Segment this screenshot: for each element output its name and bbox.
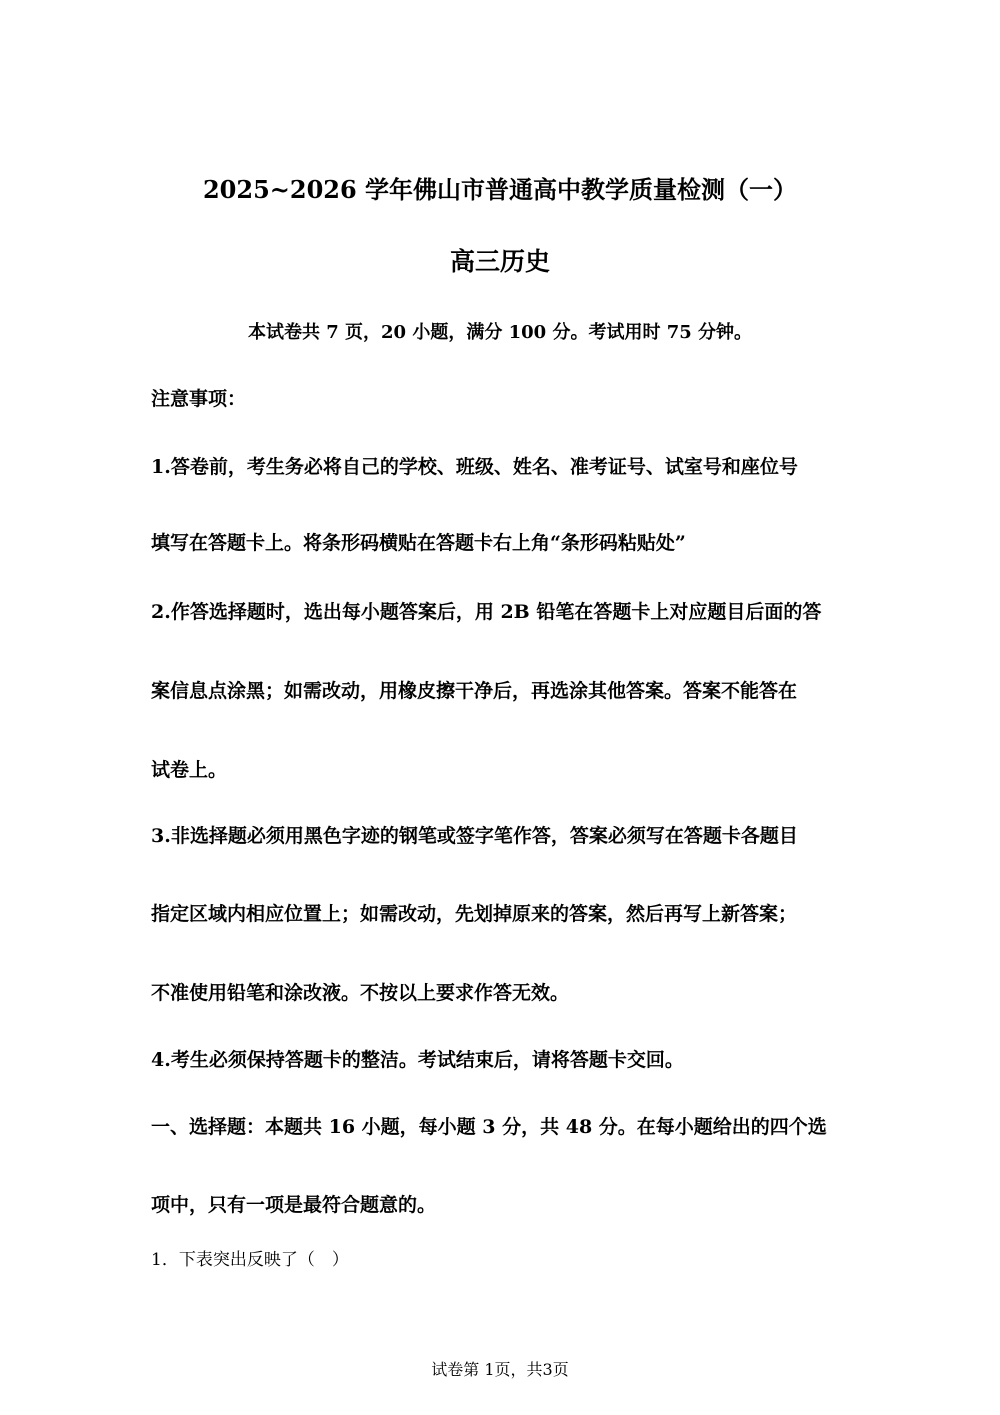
section-heading-line: 一、选择题：本题共 16 小题，每小题 3 分，共 48 分。在每小题给出的四个选 [151,1116,827,1138]
notes-heading: 注意事项： [151,388,247,410]
exam-subject: 高三历史 [449,247,550,276]
note-line: 2.作答选择题时，选出每小题答案后，用 2B 铅笔在答题卡上对应题目后面的答 [151,601,822,623]
note-line: 不准使用铅笔和涂改液。不按以上要求作答无效。 [151,982,570,1004]
note-line: 3.非选择题必须用黑色字迹的钢笔或签字笔作答，答案必须写在答题卡各题目 [151,825,798,847]
note-line: 试卷上。 [151,759,228,781]
note-line: 案信息点涂黑；如需改动，用橡皮擦干净后，再选涂其他答案。答案不能答在 [151,680,798,702]
exam-title: 2025~2026 学年佛山市普通高中教学质量检测（一） [202,175,798,204]
exam-intro: 本试卷共 7 页，20 小题，满分 100 分。考试用时 75 分钟。 [247,322,753,343]
page-footer: 试卷第 1页，共3页 [431,1360,569,1379]
question-1-stem: 1．下表突出反映了（ ） [151,1250,349,1270]
note-line: 填写在答题卡上。将条形码横贴在答题卡右上角“条形码粘贴处” [151,532,686,554]
section-heading-line: 项中，只有一项是最符合题意的。 [151,1194,437,1216]
note-line: 4.考生必须保持答题卡的整洁。考试结束后，请将答题卡交回。 [151,1049,684,1071]
note-line: 1.答卷前，考生务必将自己的学校、班级、姓名、准考证号、试室号和座位号 [151,456,798,478]
note-line: 指定区域内相应位置上；如需改动，先划掉原来的答案，然后再写上新答案； [151,903,798,925]
